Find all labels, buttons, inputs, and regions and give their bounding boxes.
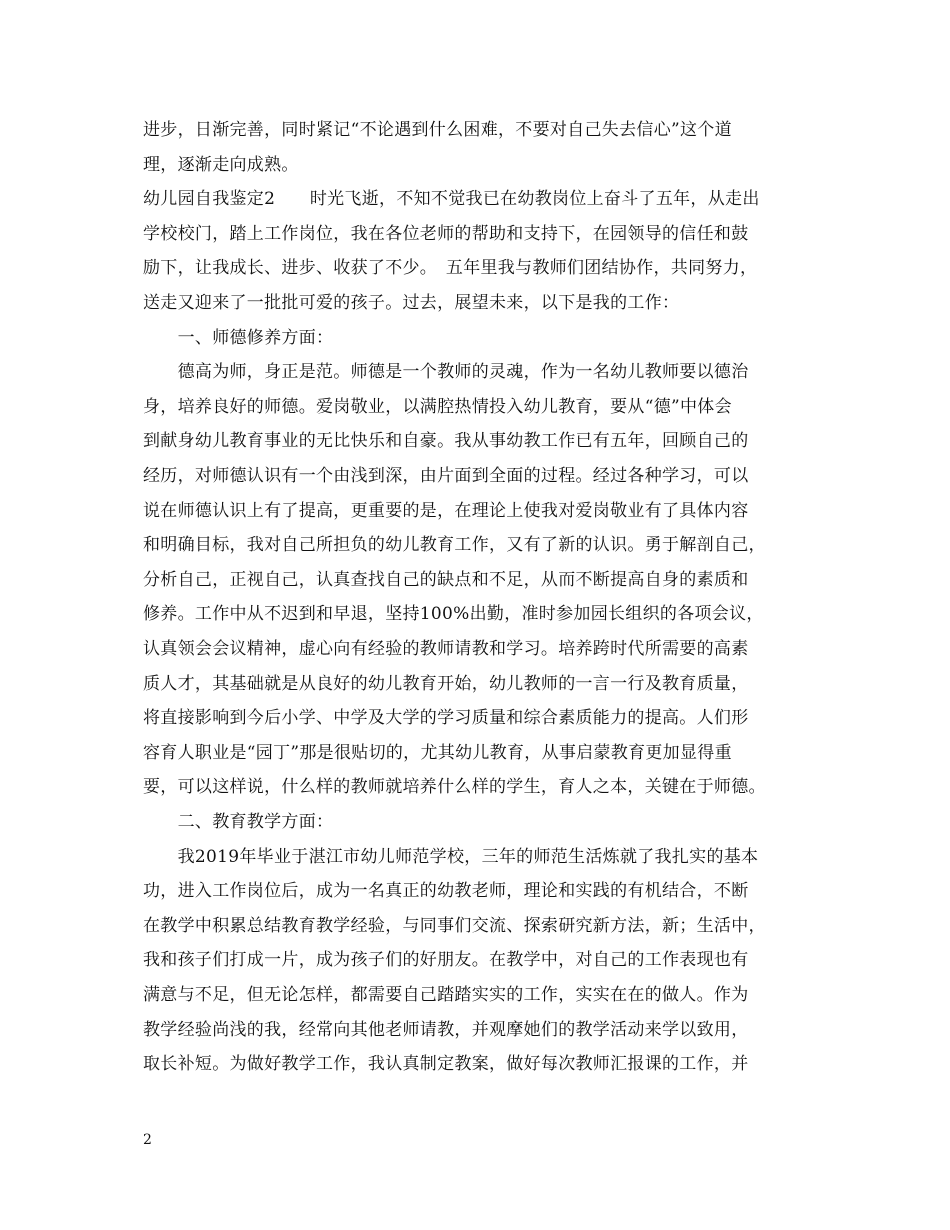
text-line: 分析自己，正视自己，认真查找自己的缺点和不足，从而不断提高自身的素质和	[143, 569, 749, 590]
text-line: 二、教育教学方面：	[143, 812, 334, 832]
text-line: 进步，日渐完善，同时紧记“不论遇到什么困难，不要对自己失去信心”这个道	[143, 120, 732, 140]
text-line: 身，培养良好的师德。爱岗敬业，以满腔热情投入幼儿教育，要从“德”中体会	[143, 396, 732, 417]
text-line: 幼儿园自我鉴定2 时光飞逝，不知不觉我已在幼教岗位上奋斗了五年，从走出	[143, 189, 760, 210]
text-line: 一、师德修养方面：	[143, 327, 334, 348]
text-line: 说在师德认识上有了提高，更重要的是，在理论上使我对爱岗敬业有了具体内容	[143, 500, 749, 521]
text-line: 励下，让我成长、进步、收获了不少。 五年里我与教师们团结协作，共同努力，	[143, 258, 758, 279]
text-line: 理，逐渐走向成熟。	[143, 154, 299, 175]
text-line: 质人才，其基础就是从良好的幼儿教育开始，幼儿教师的一言一行及教育质量，	[143, 673, 749, 694]
text-line: 功，进入工作岗位后，成为一名真正的幼教老师，理论和实践的有机结合，不断	[143, 881, 749, 902]
page-number: 2	[143, 1132, 152, 1148]
text-line: 认真领会会议精神，虚心向有经验的教师请教和学习。培养跨时代所需要的高素	[143, 639, 749, 659]
text-line: 满意与不足，但无论怎样，都需要自己踏踏实实的工作，实实在在的做人。作为	[143, 985, 749, 1005]
text-line: 容育人职业是“园丁”那是很贴切的，尤其幼儿教育，从事启蒙教育更加显得重	[143, 742, 732, 763]
text-line: 我2019年毕业于湛江市幼儿师范学校，三年的师范生活炼就了我扎实的基本	[143, 846, 759, 867]
text-line: 修养。工作中从不迟到和早退，坚持100%出勤，准时参加园长组织的各项会议，	[143, 604, 764, 625]
text-line: 教学经验尚浅的我，经常向其他老师请教，并观摩她们的教学活动来学以致用，	[143, 1019, 749, 1040]
text-line: 我和孩子们打成一片，成为孩子们的好朋友。在教学中，对自己的工作表现也有	[143, 950, 749, 971]
text-line: 经历，对师德认识有一个由浅到深，由片面到全面的过程。经过各种学习，可以	[143, 466, 749, 486]
text-line: 取长补短。为做好教学工作，我认真制定教案，做好每次教师汇报课的工作，并	[143, 1054, 749, 1075]
text-line: 送走又迎来了一批批可爱的孩子。过去，展望未来，以下是我的工作：	[143, 293, 680, 313]
text-line: 要，可以这样说，什么样的教师就培养什么样的学生，育人之本，关键在于师德。	[143, 777, 766, 798]
text-line: 到献身幼儿教育事业的无比快乐和自豪。我从事幼教工作已有五年，回顾自己的	[143, 431, 749, 452]
text-line: 将直接影响到今后小学、中学及大学的学习质量和综合素质能力的提高。人们形	[143, 708, 749, 729]
text-line: 德高为师，身正是范。师德是一个教师的灵魂，作为一名幼儿教师要以德治	[143, 362, 749, 383]
text-line: 和明确目标，我对自己所担负的幼儿教育工作，又有了新的认识。勇于解剖自己，	[143, 535, 766, 556]
text-line: 学校校门，踏上工作岗位，我在各位老师的帮助和支持下，在园领导的信任和鼓	[143, 223, 749, 244]
text-line: 在教学中积累总结教育教学经验，与同事们交流、探索研究新方法，新；生活中，	[143, 915, 766, 936]
